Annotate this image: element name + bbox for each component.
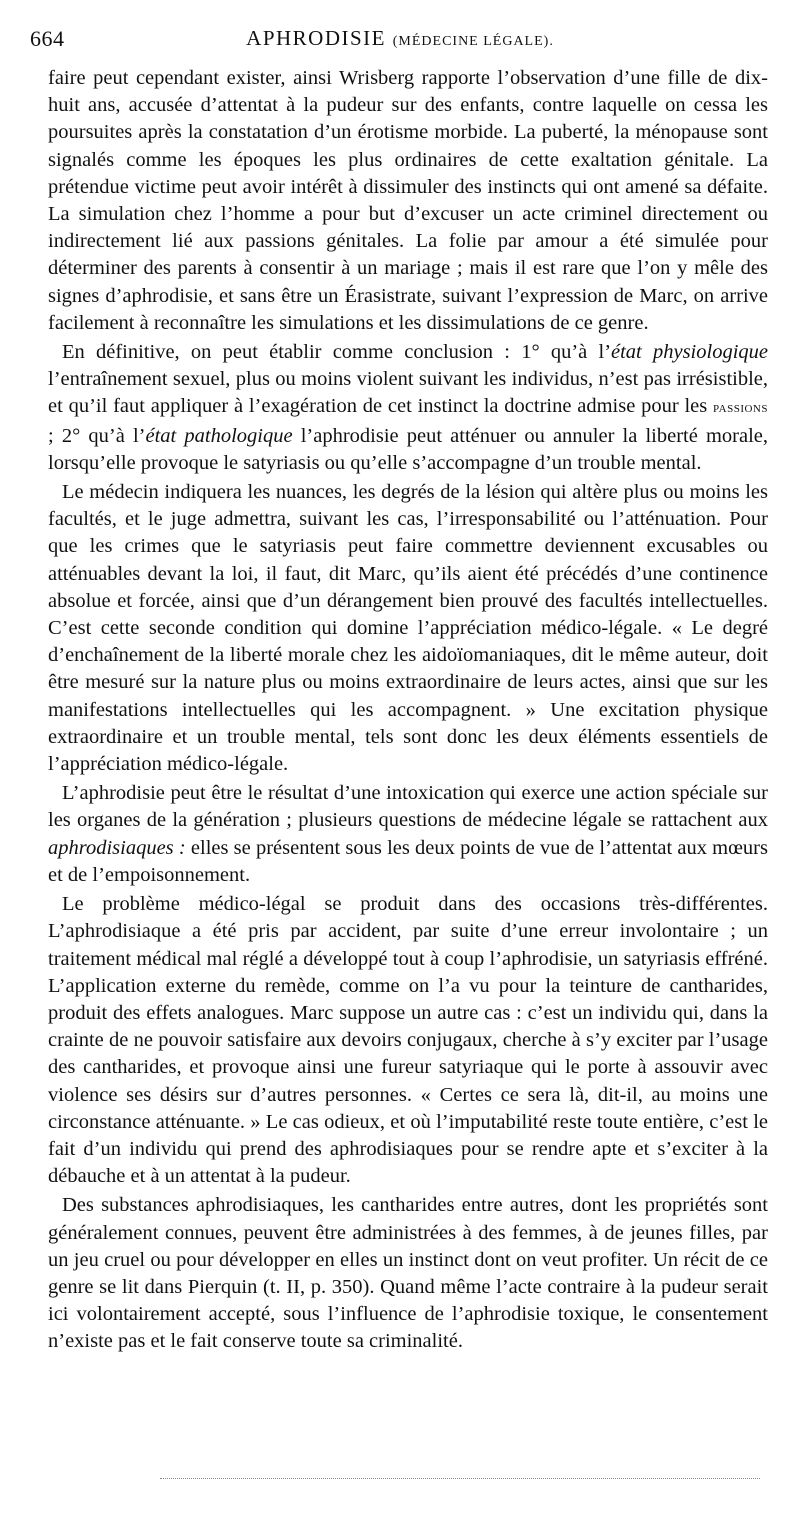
page-number: 664 [30, 26, 65, 51]
paragraph-substances: Des substances aphrodisiaques, les cantharides entre autres, dont les propriétés sont généralement connues, peuvent être administrées à des femmes, à de jeunes filles, par un jeu cruel ou pour développer en elles un instinct dont on veut profiter. Un récit de ce genre se lit dans Pierquin (t. II, p. 350). Quand même l’acte contraire à la pudeur serait ici volontairement accepté, sous l’influence de l’aphrodisie toxique, le consentement n’existe pas et le fait conserve toute sa criminalité. [48, 1194, 768, 1353]
running-title-main: APHRODISIE [246, 26, 386, 50]
text-span: l’aphrodisie peut atténuer ou annuler la liberté morale, lorsqu’elle provoque le satyriasis ou qu’elle s’accompagne d’un trouble mental. [48, 424, 769, 474]
body-text [48, 65, 768, 1356]
emphasis-text: état physiologique [611, 341, 768, 364]
emphasis-text: état pathologique [145, 424, 293, 447]
text-span: l’entraînement sexuel, plus ou moins violent suivant les individus, n’est pas irrésistible, et qu’il faut appliquer à l’exagération de cet instinct la doctrine admise pour les [48, 368, 768, 418]
running-title-subtitle: (MÉDECINE LÉGALE). [392, 34, 554, 49]
emphasis-text: aphrodisiaques : [48, 836, 186, 859]
paragraph-conclusion [48, 339, 768, 477]
text-span: En définitive, on peut établir comme conclusion : 1° qu’à l’ [62, 341, 612, 364]
text-span: elles se présentent sous les deux points de vue de l’attentat aux mœurs et de l’empoisonnement. [48, 836, 768, 886]
page-header [30, 26, 770, 56]
text-span: L’aphrodisie peut être le résultat d’une intoxication qui exerce une action spéciale sur les organes de la génération ; plusieurs questions de médecine légale se rattachent aux [48, 782, 768, 832]
paragraph-probleme: Le problème médico-légal se produit dans des occasions très-différentes. L’aphrodisiaque a été pris par accident, par suite d’une erreur involontaire ; un traitement médical mal réglé a développé tout à coup l’aphrodisie, un satyriasis effréné. L’application externe du remède, comme on l’a vu pour la teinture de cantharides, produit des effets analogues. Marc suppose un autre cas : c’est un individu qui, dans la crainte de ne pouvoir satisfaire aux devoirs conjugaux, cherche à s’y exciter par l’usage des cantharides, et provoque ainsi une fureur satyriaque qui le porte à assouvir avec violence ses désirs sur d’autres personnes. « Certes ce sera là, dit-il, au moins une circonstance atténuante. » Le cas odieux, et où l’imputabilité reste toute entière, c’est le fait d’un individu qui prend des aphrodisiaques pour se rendre apte et s’exciter à la débauche et à un attentat à la pudeur. [48, 893, 768, 1188]
running-title [30, 26, 770, 51]
text-span: ; 2° qu’à l’ [48, 424, 146, 447]
small-caps-text: passions [713, 400, 768, 417]
footer-dotted-rule [160, 1478, 760, 1483]
paragraph-continuation: faire peut cependant exister, ainsi Wrisberg rapporte l’observation d’une fille de dix-huit ans, accusée d’attentat à la pudeur sur des enfants, contre laquelle on cessa les poursuites après la constatation d’un érotisme morbide. La puberté, la ménopause sont signalés comme les époques les plus ordinaires de cette exaltation génitale. La prétendue victime peut avoir intérêt à dissimuler des instincts qui ont amené sa défaite. La simulation chez l’homme a pour but d’excuser un acte criminel directement ou indirectement lié aux passions génitales. La folie par amour a été simulée pour déterminer des parents à consentir à un mariage ; mais il est rare que l’on y mêle des signes d’aphrodisie, et sans être un Érasistrate, suivant l’expression de Marc, on arrive facilement à reconnaître les simulations et les dissimulations de ce genre. [48, 67, 768, 334]
paragraph-intoxication [48, 780, 768, 889]
paragraph-medecin: Le médecin indiquera les nuances, les degrés de la lésion qui altère plus ou moins les facultés, et le juge admettra, suivant les cas, l’irresponsabilité ou l’atténuation. Pour que les crimes que le satyriasis peut faire commettre deviennent excusables ou atténuables devant la loi, il faut, dit Marc, qu’ils aient été précédés d’une continence absolue et forcée, ainsi que d’un dérangement bien prouvé des facultés intellectuelles. C’est cette seconde condition qui domine l’appréciation médico-légale. « Le degré d’enchaînement de la liberté morale chez les aidoïomaniaques, dit le même auteur, doit être mesuré sur la nature plus ou moins extraordinaire de leurs actes, ainsi que sur les manifestations intellectuelles qui les accompagnent. » Une excitation physique extraordinaire et un trouble mental, tels sont donc les deux éléments essentiels de l’appréciation médico-légale. [48, 481, 768, 776]
